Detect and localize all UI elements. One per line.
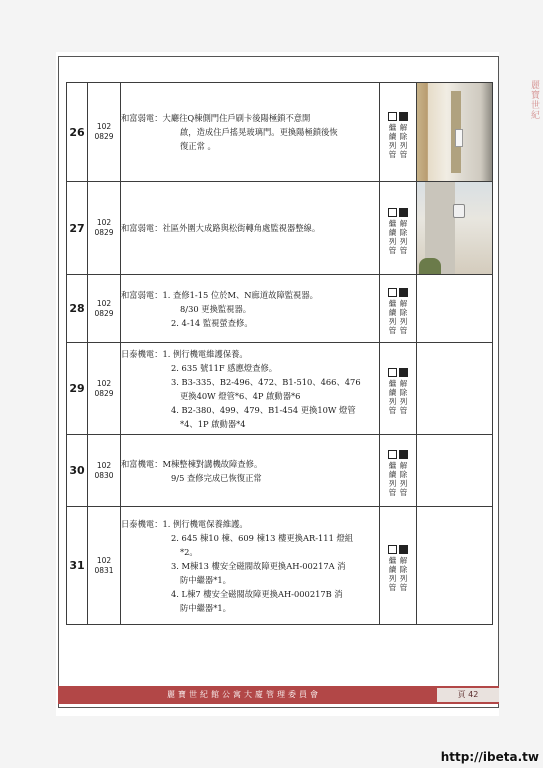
maintenance-log-table bbox=[66, 82, 493, 625]
description-line: 和富弱電：大廳往Q棟側門住戶刷卡後陽極鎖不意開 bbox=[121, 113, 311, 123]
description-line: 日泰機電：1. 例行機電維護保養。 bbox=[121, 348, 248, 359]
camera-photo bbox=[417, 182, 492, 274]
date-monthday: 0830 bbox=[94, 470, 114, 480]
photo-cell bbox=[417, 435, 493, 507]
continue-label: 繼續列管 bbox=[388, 122, 397, 159]
item-description bbox=[121, 275, 380, 343]
item-description bbox=[121, 182, 380, 275]
item-date bbox=[88, 435, 121, 507]
description-line: 和富機電：M棟整棟對講機故障查修。 bbox=[121, 458, 263, 469]
table-row bbox=[67, 182, 493, 275]
page-number: 頁 42 bbox=[437, 688, 499, 702]
date-monthday: 0829 bbox=[94, 308, 114, 318]
continue-checkbox[interactable] bbox=[388, 545, 397, 554]
item-date bbox=[88, 507, 121, 625]
committee-name: 麗寶世紀館公寓大廈管理委員會 bbox=[167, 690, 321, 699]
description-line: *2。 bbox=[180, 546, 198, 557]
date-monthday: 0831 bbox=[94, 565, 114, 575]
door-lock-photo bbox=[417, 83, 492, 181]
description-line: 復正常 。 bbox=[180, 141, 216, 151]
item-number: 28 bbox=[67, 275, 88, 343]
item-description bbox=[121, 83, 380, 182]
photo-cell bbox=[417, 343, 493, 435]
item-number: 26 bbox=[67, 83, 88, 182]
continue-checkbox[interactable] bbox=[388, 112, 397, 121]
description-line: 和富弱電：1. 查修1-15 位於M、N廊道故障監視器。 bbox=[121, 289, 318, 300]
date-year: 102 bbox=[96, 122, 112, 131]
item-number: 31 bbox=[67, 507, 88, 625]
status-cell bbox=[380, 275, 417, 343]
description-line: 2. 645 棟10 棟、609 棟13 樓更換AR-111 燈組 bbox=[171, 532, 354, 543]
date-monthday: 0829 bbox=[94, 228, 114, 237]
side-stamp: 麗寶世紀 bbox=[529, 80, 539, 120]
release-label: 解除列管 bbox=[399, 461, 408, 497]
release-label: 解除列管 bbox=[399, 299, 408, 335]
release-label: 解除列管 bbox=[399, 556, 408, 592]
site-watermark: http://ibeta.tw bbox=[440, 750, 539, 764]
date-year: 102 bbox=[96, 378, 112, 388]
release-checkbox[interactable] bbox=[399, 112, 408, 121]
description-line: 3. M棟13 樓安全磁閥故障更換AH-00217A 消 bbox=[171, 560, 346, 571]
item-description bbox=[121, 343, 380, 435]
date-monthday: 0829 bbox=[94, 132, 114, 141]
status-cell bbox=[380, 182, 417, 275]
page-footer bbox=[58, 686, 499, 704]
item-description bbox=[121, 507, 380, 625]
continue-checkbox[interactable] bbox=[388, 208, 397, 217]
photo-cell bbox=[417, 275, 493, 343]
description-line: 2. 635 號11F 感應燈查修。 bbox=[171, 362, 278, 373]
continue-label: 繼續列管 bbox=[388, 299, 397, 335]
description-line: *4、1P 啟動器*4 bbox=[180, 418, 246, 429]
photo-cell bbox=[417, 507, 493, 625]
description-line: 4. L棟7 樓安全磁閥故障更換AH-000217B 消 bbox=[171, 588, 343, 599]
item-date bbox=[88, 343, 121, 435]
photo-cell bbox=[417, 83, 493, 182]
description-line: 4. B2-380、499、479、B1-454 更換10W 燈管 bbox=[171, 404, 356, 415]
description-line: 9/5 查修完成已恢復正常 bbox=[171, 472, 262, 483]
table-row bbox=[67, 83, 493, 182]
date-year: 102 bbox=[96, 555, 112, 565]
table-row bbox=[67, 435, 493, 507]
description-line: 更換40W 燈管*6、4P 啟動器*6 bbox=[180, 390, 301, 401]
description-line: 防中繼器*1。 bbox=[180, 574, 231, 585]
table-row bbox=[67, 343, 493, 435]
item-number: 27 bbox=[67, 182, 88, 275]
status-cell bbox=[380, 343, 417, 435]
status-cell bbox=[380, 507, 417, 625]
description-line: 3. B3-335、B2-496、472、B1-510、466、476 bbox=[171, 376, 361, 387]
table-row bbox=[67, 275, 493, 343]
item-date bbox=[88, 83, 121, 182]
table-row bbox=[67, 507, 493, 625]
photo-cell bbox=[417, 182, 493, 275]
release-label: 解除列管 bbox=[399, 122, 408, 159]
release-checkbox[interactable] bbox=[399, 208, 408, 217]
item-description bbox=[121, 435, 380, 507]
description-line: 和富弱電：社區外圍大成路與松街轉角處監視器整線。 bbox=[121, 223, 321, 233]
description-line: 啟，造成住戶搖晃玻璃門。更換陽極鎖後恢 bbox=[180, 127, 338, 137]
date-year: 102 bbox=[96, 218, 112, 227]
release-label: 解除列管 bbox=[399, 218, 408, 255]
description-line: 日泰機電：1. 例行機電保養維護。 bbox=[121, 518, 248, 529]
release-checkbox[interactable] bbox=[399, 545, 408, 554]
description-line: 8/30 更換監視器。 bbox=[180, 303, 252, 314]
release-checkbox[interactable] bbox=[399, 450, 408, 459]
date-monthday: 0829 bbox=[94, 388, 114, 398]
item-number: 29 bbox=[67, 343, 88, 435]
status-cell bbox=[380, 83, 417, 182]
description-line: 防中繼器*1。 bbox=[180, 602, 231, 613]
continue-label: 繼續列管 bbox=[388, 379, 397, 415]
continue-checkbox[interactable] bbox=[388, 450, 397, 459]
date-year: 102 bbox=[96, 298, 112, 308]
release-checkbox[interactable] bbox=[399, 288, 408, 297]
description-line: 2. 4-14 監視螢查修。 bbox=[171, 317, 253, 328]
continue-label: 繼續列管 bbox=[388, 556, 397, 592]
continue-label: 繼續列管 bbox=[388, 461, 397, 497]
item-date bbox=[88, 275, 121, 343]
continue-checkbox[interactable] bbox=[388, 368, 397, 377]
continue-checkbox[interactable] bbox=[388, 288, 397, 297]
release-label: 解除列管 bbox=[399, 379, 408, 415]
item-number: 30 bbox=[67, 435, 88, 507]
status-cell bbox=[380, 435, 417, 507]
continue-label: 繼續列管 bbox=[388, 218, 397, 255]
date-year: 102 bbox=[96, 460, 112, 470]
release-checkbox[interactable] bbox=[399, 368, 408, 377]
item-date bbox=[88, 182, 121, 275]
